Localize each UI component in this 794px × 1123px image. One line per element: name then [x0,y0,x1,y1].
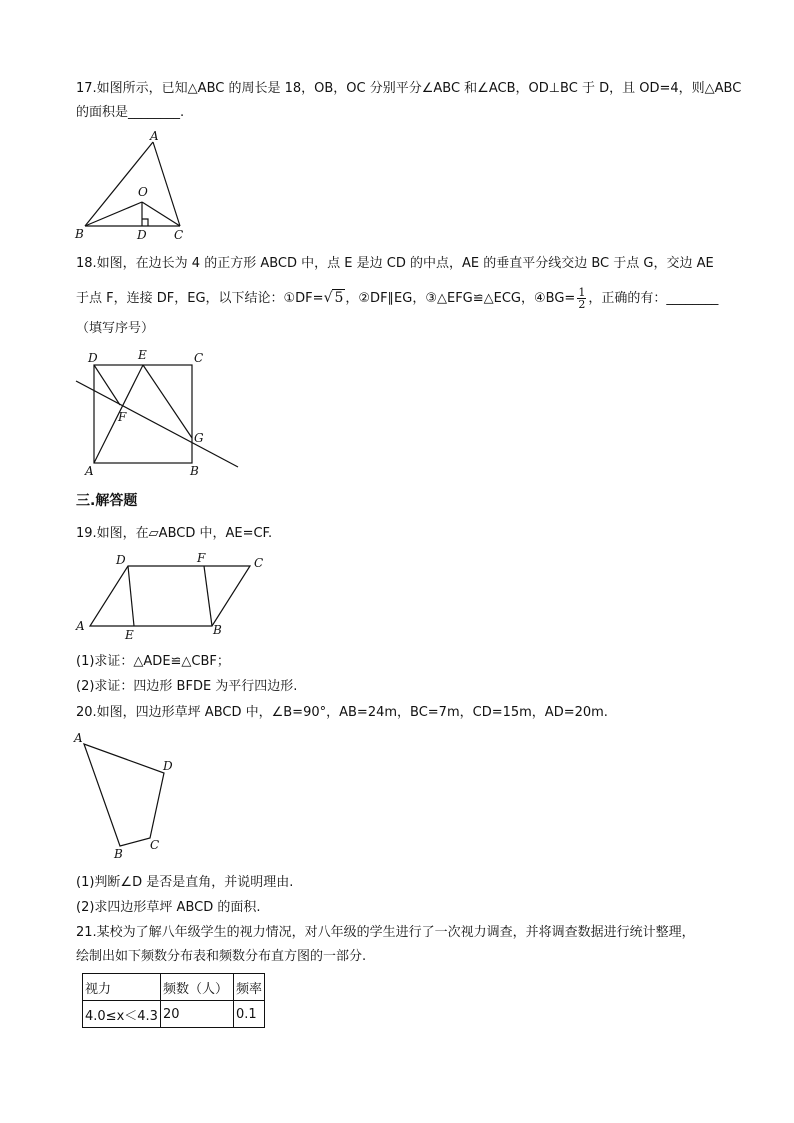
q18-label-D: D [88,351,98,365]
q19-label-C: C [254,556,264,570]
table-cell: 20 [160,1001,233,1028]
q18-line2-part-b: ，②DF∥EG，③△EFG≌△ECG，④BG= [345,291,576,306]
table-header-row [83,974,265,1001]
q17-stem-line2: 的面积是________. [76,105,185,120]
q17-label-D: D [137,228,147,242]
q18-stem-line3: （填写序号） [76,321,155,336]
q18-sqrt-expression: √ 5 [323,290,344,306]
q19-stem: 19.如图，在▱ABCD 中，AE=CF. [76,526,273,541]
q20-stem: 20.如图，四边形草坪 ABCD 中，∠B=90°，AB=24m，BC=7m，CD=15m，AD=20m. [76,705,608,720]
q20-label-C: C [150,838,160,852]
q18-line2-part-c: ，正确的有：________ [588,291,719,306]
q18-label-G: G [194,431,204,445]
q19-parallelogram-figure [72,548,272,643]
q19-part2: (2)求证：四边形 BFDE 为平行四边形. [76,679,298,694]
frequency-table [82,973,265,1028]
q20-label-B: B [114,847,123,861]
table-cell: 4.0≤x＜4.3 [83,1001,161,1028]
q18-sqrt-radicand: 5 [334,290,344,306]
q17-label-O: O [138,185,148,199]
q19-label-F: F [197,551,206,565]
table-cell: 0.1 [233,1001,264,1028]
q18-label-A: A [85,464,94,478]
q18-stem-line1: 18.如图，在边长为 4 的正方形 ABCD 中，点 E 是边 CD 的中点，AE 的垂直平分线交边 BC 于点 G，交边 AE [76,256,714,271]
q19-label-B: B [213,623,222,637]
q20-label-A: A [74,731,83,745]
q20-part2: (2)求四边形草坪 ABCD 的面积. [76,900,261,915]
q20-label-D: D [163,759,173,773]
q17-stem-line1: 17.如图所示，已知△ABC 的周长是 18，OB，OC 分别平分∠ABC 和∠ACB，OD⊥BC 于 D，且 OD=4，则△ABC [76,81,742,96]
q20-part1: (1)判断∠D 是否是直角，并说明理由. [76,875,294,890]
q18-label-E: E [138,348,147,362]
section-heading: 三.解答题 [76,493,138,509]
q17-label-C: C [174,228,184,242]
table-header-cell: 频率 [233,974,264,1001]
q21-stem-line2: 绘制出如下频数分布表和频数分布直方图的一部分. [76,949,367,964]
q19-part1: (1)求证：△ADE≌△CBF； [76,654,230,669]
q18-fraction-denominator: 2 [578,298,586,311]
table-row [83,1001,265,1028]
q18-line2-part-a: 于点 F，连接 DF，EG，以下结论：①DF= [76,291,324,306]
q18-square-figure [70,345,250,480]
table-header-cell: 频数（人） [160,974,233,1001]
q18-label-F: F [118,410,127,424]
q17-label-A: A [150,129,159,143]
q19-label-E: E [125,628,134,642]
q20-quadrilateral-figure [70,728,190,863]
q18-fraction-numerator: 1 [578,286,586,299]
q19-label-D: D [116,553,126,567]
q18-stem-line2 [76,287,718,310]
table-header-cell: 视力 [83,974,161,1001]
q19-label-A: A [76,619,85,633]
q21-stem-line1: 21.某校为了解八年级学生的视力情况，对八年级的学生进行了一次视力调查，并将调查数据进行统计整理， [76,925,695,940]
q17-label-B: B [75,227,84,241]
q17-triangle-figure [70,128,200,243]
q18-label-B: B [190,464,199,478]
q18-label-C: C [194,351,204,365]
q18-fraction [577,287,586,310]
